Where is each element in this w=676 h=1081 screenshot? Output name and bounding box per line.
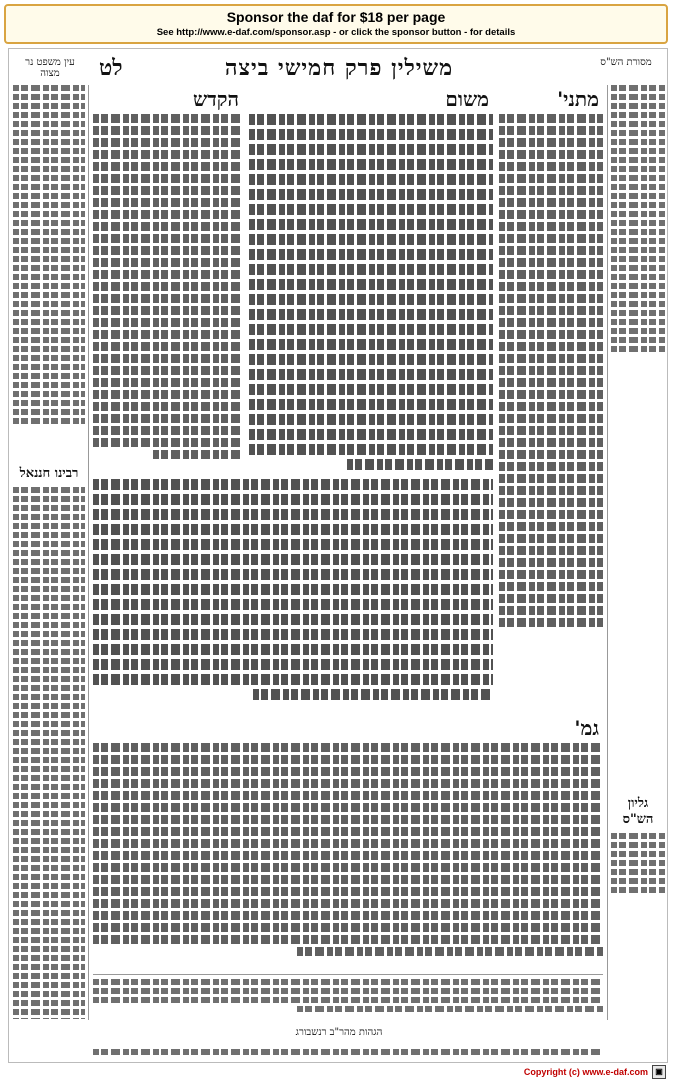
sponsor-subtitle[interactable]: See http://www.e-daf.com/sponsor.asp - or click the sponsor button - for details xyxy=(156,27,516,38)
gemara-lower-text xyxy=(93,479,493,700)
gemara-main-column xyxy=(249,85,493,475)
hagahot-heading: הגהות מהר"ב רנשבורג xyxy=(295,1027,383,1038)
tosafot-lead-word: הקדש xyxy=(193,87,239,111)
ein-mishpat-column xyxy=(13,85,85,455)
copyright-footer[interactable] xyxy=(524,1065,666,1079)
expand-icon[interactable]: ▣ xyxy=(652,1065,666,1079)
gilyon-hashas-column xyxy=(611,789,665,909)
commentary-lower-block xyxy=(93,714,603,969)
ein-mishpat-label: עין משפט נר מצוה xyxy=(25,57,75,79)
gemara-lead-word: משום xyxy=(445,87,489,111)
page-title: משילין פרק חמישי ביצה xyxy=(224,55,454,81)
right-margin-divider xyxy=(607,85,608,1020)
daf-number: לט xyxy=(99,55,123,81)
gemara-lower-column xyxy=(93,479,493,709)
footnotes-text xyxy=(93,979,603,1012)
talmud-page xyxy=(8,48,668,1063)
commentary-lead-word: גמ' xyxy=(574,716,599,740)
rabbeinu-chananel-text xyxy=(13,487,85,1019)
rashi-column xyxy=(499,85,603,645)
gilyon-hashas-heading: גליון הש"ס xyxy=(622,796,654,827)
tosafot-column xyxy=(93,85,243,475)
copyright-text[interactable]: Copyright (c) www.e-daf.com xyxy=(523,1067,648,1077)
commentary-lower-text xyxy=(93,743,603,956)
left-margin-divider xyxy=(88,85,89,1020)
rashi-lead-word: מתני' xyxy=(557,87,599,111)
footnote-divider xyxy=(93,974,603,975)
gilyon-hashas-text xyxy=(611,833,665,893)
ein-mishpat-text xyxy=(13,85,85,424)
sponsor-banner[interactable] xyxy=(4,4,668,44)
rabbeinu-chananel-heading: רבינו חננאל xyxy=(19,466,79,481)
sponsor-title[interactable]: Sponsor the daf for $18 per page xyxy=(226,9,446,25)
masoret-hashas-column xyxy=(611,85,665,645)
gemara-text xyxy=(249,114,493,470)
tosafot-text xyxy=(93,114,243,459)
masoret-hashas-label: מסורת הש"ס xyxy=(600,57,652,68)
hagahot-text xyxy=(93,1049,603,1059)
page-header xyxy=(9,55,667,83)
rabbeinu-chananel-column xyxy=(13,459,85,1019)
footnotes-block xyxy=(93,979,603,1023)
masoret-hashas-text xyxy=(611,85,665,352)
rashi-text xyxy=(499,114,603,627)
